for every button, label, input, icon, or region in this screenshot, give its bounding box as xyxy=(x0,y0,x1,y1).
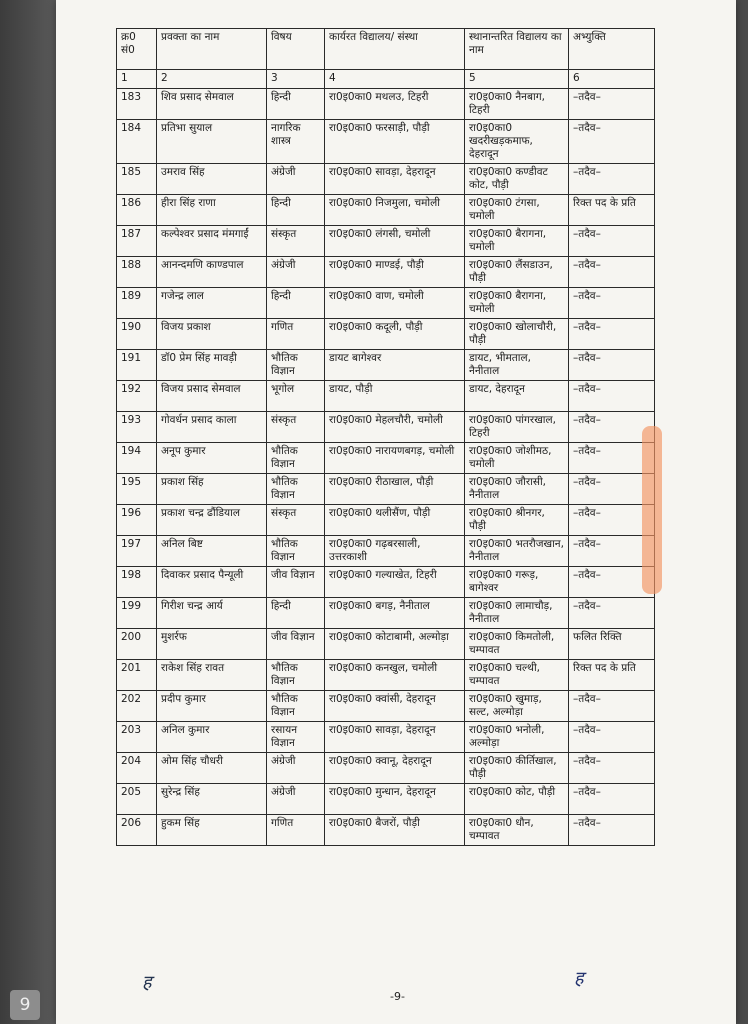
cell-name: प्रतिभा सुयाल xyxy=(157,120,267,164)
cell-transfer-school: रा0इ0का0 कोट, पौड़ी xyxy=(465,784,569,815)
cell-name: आनन्दमणि काण्डपाल xyxy=(157,257,267,288)
cell-name: मुशर्रफ xyxy=(157,629,267,660)
column-number: 5 xyxy=(465,70,569,89)
table-row xyxy=(117,474,655,505)
column-number: 1 xyxy=(117,70,157,89)
cell-current-school: रा0इ0का0 सावड़ा, देहरादून xyxy=(325,722,465,753)
cell-name: गजेन्द्र लाल xyxy=(157,288,267,319)
cell-transfer-school: रा0इ0का0 बैरागना, चमोली xyxy=(465,226,569,257)
cell-name: हुकम सिंह xyxy=(157,815,267,846)
cell-transfer-school: रा0इ0का0 लामाचौड़, नैनीताल xyxy=(465,598,569,629)
cell-subject: संस्कृत xyxy=(267,412,325,443)
cell-remarks: –तदैव– xyxy=(569,753,655,784)
cell-transfer-school: रा0इ0का0 भतरौजखान, नैनीताल xyxy=(465,536,569,567)
table-row xyxy=(117,257,655,288)
cell-transfer-school: रा0इ0का0 चल्थी, चम्पावत xyxy=(465,660,569,691)
cell-remarks: –तदैव– xyxy=(569,350,655,381)
table-row xyxy=(117,753,655,784)
cell-current-school: रा0इ0का0 कनखुल, चमोली xyxy=(325,660,465,691)
cell-name: सुरेन्द्र सिंह xyxy=(157,784,267,815)
cell-transfer-school: रा0इ0का0 किमतोली, चम्पावत xyxy=(465,629,569,660)
cell-transfer-school: रा0इ0का0 लैंसडाउन, पौड़ी xyxy=(465,257,569,288)
cell-subject: भौतिक विज्ञान xyxy=(267,474,325,505)
table-row xyxy=(117,629,655,660)
cell-subject: भूगोल xyxy=(267,381,325,412)
cell-remarks: –तदैव– xyxy=(569,598,655,629)
cell-name: शिव प्रसाद सेमवाल xyxy=(157,89,267,120)
page-number: -9- xyxy=(390,990,405,1003)
cell-serial: 187 xyxy=(117,226,157,257)
cell-subject: गणित xyxy=(267,815,325,846)
cell-remarks: –तदैव– xyxy=(569,815,655,846)
cell-serial: 184 xyxy=(117,120,157,164)
cell-current-school: रा0इ0का0 सावड़ा, देहरादून xyxy=(325,164,465,195)
cell-remarks: –तदैव– xyxy=(569,505,655,536)
cell-subject: अंग्रेजी xyxy=(267,784,325,815)
cell-subject: भौतिक विज्ञान xyxy=(267,350,325,381)
cell-subject: भौतिक विज्ञान xyxy=(267,443,325,474)
cell-subject: भौतिक विज्ञान xyxy=(267,536,325,567)
signature-right: ह xyxy=(574,968,584,989)
table-row xyxy=(117,815,655,846)
column-number-row xyxy=(117,70,655,89)
cell-subject: हिन्दी xyxy=(267,89,325,120)
cell-current-school: रा0इ0का0 कोटाबामी, अल्मोड़ा xyxy=(325,629,465,660)
cell-name: उमराव सिंह xyxy=(157,164,267,195)
cell-remarks: –तदैव– xyxy=(569,164,655,195)
cell-serial: 200 xyxy=(117,629,157,660)
cell-serial: 193 xyxy=(117,412,157,443)
cell-current-school: रा0इ0का0 रीठाखाल, पौड़ी xyxy=(325,474,465,505)
cell-serial: 191 xyxy=(117,350,157,381)
table-body xyxy=(117,89,655,846)
table-row xyxy=(117,505,655,536)
cell-current-school: रा0इ0का0 मेहलचौरी, चमोली xyxy=(325,412,465,443)
cell-name: अनिल कुमार xyxy=(157,722,267,753)
cell-transfer-school: डायट, भीमताल, नैनीताल xyxy=(465,350,569,381)
cell-current-school: रा0इ0का0 बगड़, नैनीताल xyxy=(325,598,465,629)
cell-serial: 205 xyxy=(117,784,157,815)
cell-remarks: –तदैव– xyxy=(569,288,655,319)
cell-subject: रसायन विज्ञान xyxy=(267,722,325,753)
cell-current-school: रा0इ0का0 निजमुला, चमोली xyxy=(325,195,465,226)
table-row xyxy=(117,536,655,567)
column-number: 3 xyxy=(267,70,325,89)
cell-name: गोवर्धन प्रसाद काला xyxy=(157,412,267,443)
header-row xyxy=(117,29,655,70)
cell-remarks: –तदैव– xyxy=(569,226,655,257)
cell-subject: जीव विज्ञान xyxy=(267,567,325,598)
cell-name: प्रकाश चन्द्र ढौंडियाल xyxy=(157,505,267,536)
cell-name: विजय प्रकाश xyxy=(157,319,267,350)
highlighter-mark xyxy=(642,426,662,594)
header-remarks: अभ्युक्ति xyxy=(569,29,655,70)
cell-name: गिरीश चन्द्र आर्य xyxy=(157,598,267,629)
cell-remarks: –तदैव– xyxy=(569,319,655,350)
column-number: 2 xyxy=(157,70,267,89)
cell-subject: नागरिक शास्त्र xyxy=(267,120,325,164)
column-number: 6 xyxy=(569,70,655,89)
cell-current-school: रा0इ0का0 क्वानू, देहरादून xyxy=(325,753,465,784)
table-row xyxy=(117,164,655,195)
cell-name: दिवाकर प्रसाद पैन्यूली xyxy=(157,567,267,598)
cell-remarks: –तदैव– xyxy=(569,89,655,120)
cell-current-school: रा0इ0का0 बैजरों, पौड़ी xyxy=(325,815,465,846)
cell-name: डॉ0 प्रेम सिंह मावड़ी xyxy=(157,350,267,381)
cell-subject: संस्कृत xyxy=(267,505,325,536)
cell-name: प्रदीप कुमार xyxy=(157,691,267,722)
cell-subject: अंग्रेजी xyxy=(267,753,325,784)
table-row xyxy=(117,226,655,257)
cell-subject: संस्कृत xyxy=(267,226,325,257)
cell-serial: 196 xyxy=(117,505,157,536)
cell-transfer-school: डायट, देहरादून xyxy=(465,381,569,412)
cell-subject: हिन्दी xyxy=(267,598,325,629)
cell-transfer-school: रा0इ0का0 जौरासी, नैनीताल xyxy=(465,474,569,505)
cell-serial: 185 xyxy=(117,164,157,195)
cell-current-school: रा0इ0का0 मुन्धान, देहरादून xyxy=(325,784,465,815)
cell-transfer-school: रा0इ0का0 कीर्तिखाल, पौड़ी xyxy=(465,753,569,784)
cell-current-school: रा0इ0का0 फरसाड़ी, पौड़ी xyxy=(325,120,465,164)
cell-current-school: रा0इ0का0 माण्डई, पौड़ी xyxy=(325,257,465,288)
cell-subject: भौतिक विज्ञान xyxy=(267,660,325,691)
cell-current-school: रा0इ0का0 थलीसैंण, पौड़ी xyxy=(325,505,465,536)
cell-current-school: रा0इ0का0 नारायणबगड़, चमोली xyxy=(325,443,465,474)
cell-current-school: रा0इ0का0 वाण, चमोली xyxy=(325,288,465,319)
cell-name: प्रकाश सिंह xyxy=(157,474,267,505)
cell-subject: हिन्दी xyxy=(267,288,325,319)
cell-serial: 194 xyxy=(117,443,157,474)
cell-current-school: रा0इ0का0 मथलउ, टिहरी xyxy=(325,89,465,120)
cell-name: कल्पेश्वर प्रसाद मंमगाईं xyxy=(157,226,267,257)
cell-remarks: –तदैव– xyxy=(569,257,655,288)
cell-remarks: रिक्त पद के प्रति xyxy=(569,195,655,226)
table-row xyxy=(117,598,655,629)
cell-transfer-school: रा0इ0का0 कण्डीवट कोट, पौड़ी xyxy=(465,164,569,195)
cell-serial: 203 xyxy=(117,722,157,753)
page-indicator-badge: 9 xyxy=(10,990,40,1020)
header-name: प्रवक्ता का नाम xyxy=(157,29,267,70)
cell-serial: 206 xyxy=(117,815,157,846)
cell-transfer-school: रा0इ0का0 धौन, चम्पावत xyxy=(465,815,569,846)
cell-serial: 190 xyxy=(117,319,157,350)
cell-name: हीरा सिंह राणा xyxy=(157,195,267,226)
cell-remarks: –तदैव– xyxy=(569,536,655,567)
cell-name: अनिल बिष्ट xyxy=(157,536,267,567)
table-row xyxy=(117,691,655,722)
signature-left: ह xyxy=(142,972,152,993)
cell-serial: 204 xyxy=(117,753,157,784)
table-row xyxy=(117,412,655,443)
table-row xyxy=(117,784,655,815)
header-serial: क्र0 सं0 xyxy=(117,29,157,70)
table-row xyxy=(117,722,655,753)
cell-subject: जीव विज्ञान xyxy=(267,629,325,660)
cell-remarks: –तदैव– xyxy=(569,120,655,164)
cell-serial: 197 xyxy=(117,536,157,567)
cell-transfer-school: रा0इ0का0 खदरीखड़कमाफ, देहरादून xyxy=(465,120,569,164)
cell-transfer-school: रा0इ0का0 गरूड़, बागेश्वर xyxy=(465,567,569,598)
table-row xyxy=(117,288,655,319)
cell-remarks: –तदैव– xyxy=(569,784,655,815)
cell-remarks: –तदैव– xyxy=(569,722,655,753)
cell-serial: 198 xyxy=(117,567,157,598)
cell-subject: अंग्रेजी xyxy=(267,164,325,195)
table-row xyxy=(117,350,655,381)
header-subject: विषय xyxy=(267,29,325,70)
cell-remarks: फलित रिक्ति xyxy=(569,629,655,660)
cell-serial: 199 xyxy=(117,598,157,629)
cell-name: अनूप कुमार xyxy=(157,443,267,474)
cell-current-school: रा0इ0का0 गढ़बरसाली, उत्तरकाशी xyxy=(325,536,465,567)
cell-subject: अंग्रेजी xyxy=(267,257,325,288)
cell-remarks: –तदैव– xyxy=(569,412,655,443)
cell-serial: 186 xyxy=(117,195,157,226)
column-number: 4 xyxy=(325,70,465,89)
cell-current-school: रा0इ0का0 लंगसी, चमोली xyxy=(325,226,465,257)
cell-remarks: –तदैव– xyxy=(569,567,655,598)
cell-current-school: डायट, पौड़ी xyxy=(325,381,465,412)
cell-transfer-school: रा0इ0का0 जोशीमठ, चमोली xyxy=(465,443,569,474)
cell-transfer-school: रा0इ0का0 पांगरखाल, टिहरी xyxy=(465,412,569,443)
cell-remarks: –तदैव– xyxy=(569,443,655,474)
table-row xyxy=(117,195,655,226)
cell-remarks: –तदैव– xyxy=(569,474,655,505)
table-row xyxy=(117,443,655,474)
header-transfer-school: स्थानान्तरित विद्यालय का नाम xyxy=(465,29,569,70)
cell-remarks: –तदैव– xyxy=(569,381,655,412)
cell-current-school: रा0इ0का0 क्वांसी, देहरादून xyxy=(325,691,465,722)
table-row xyxy=(117,120,655,164)
cell-transfer-school: रा0इ0का0 बैरागना, चमोली xyxy=(465,288,569,319)
dark-margin xyxy=(0,0,56,1024)
cell-remarks: रिक्त पद के प्रति xyxy=(569,660,655,691)
cell-subject: हिन्दी xyxy=(267,195,325,226)
cell-serial: 192 xyxy=(117,381,157,412)
cell-name: राकेश सिंह रावत xyxy=(157,660,267,691)
table-row xyxy=(117,381,655,412)
cell-remarks: –तदैव– xyxy=(569,691,655,722)
cell-serial: 202 xyxy=(117,691,157,722)
header-current-school: कार्यरत विद्यालय/ संस्था xyxy=(325,29,465,70)
cell-current-school: रा0इ0का0 गल्याखेत, टिहरी xyxy=(325,567,465,598)
cell-serial: 189 xyxy=(117,288,157,319)
table-row xyxy=(117,660,655,691)
cell-transfer-school: रा0इ0का0 श्रीनगर, पौड़ी xyxy=(465,505,569,536)
cell-serial: 201 xyxy=(117,660,157,691)
cell-name: ओम सिंह चौधरी xyxy=(157,753,267,784)
cell-transfer-school: रा0इ0का0 टंगसा, चमोली xyxy=(465,195,569,226)
cell-name: विजय प्रसाद सेमवाल xyxy=(157,381,267,412)
cell-transfer-school: रा0इ0का0 खोलाचौरी, पौड़ी xyxy=(465,319,569,350)
cell-serial: 195 xyxy=(117,474,157,505)
cell-current-school: रा0इ0का0 कदूली, पौड़ी xyxy=(325,319,465,350)
cell-subject: भौतिक विज्ञान xyxy=(267,691,325,722)
cell-transfer-school: रा0इ0का0 नैनबाग, टिहरी xyxy=(465,89,569,120)
cell-serial: 183 xyxy=(117,89,157,120)
cell-serial: 188 xyxy=(117,257,157,288)
cell-subject: गणित xyxy=(267,319,325,350)
cell-transfer-school: रा0इ0का0 खुमाड़, सल्ट, अल्मोड़ा xyxy=(465,691,569,722)
cell-current-school: डायट बागेश्वर xyxy=(325,350,465,381)
table-row xyxy=(117,567,655,598)
table-row xyxy=(117,319,655,350)
table-row xyxy=(117,89,655,120)
transfer-table xyxy=(116,28,655,846)
cell-transfer-school: रा0इ0का0 भनोली, अल्मोड़ा xyxy=(465,722,569,753)
